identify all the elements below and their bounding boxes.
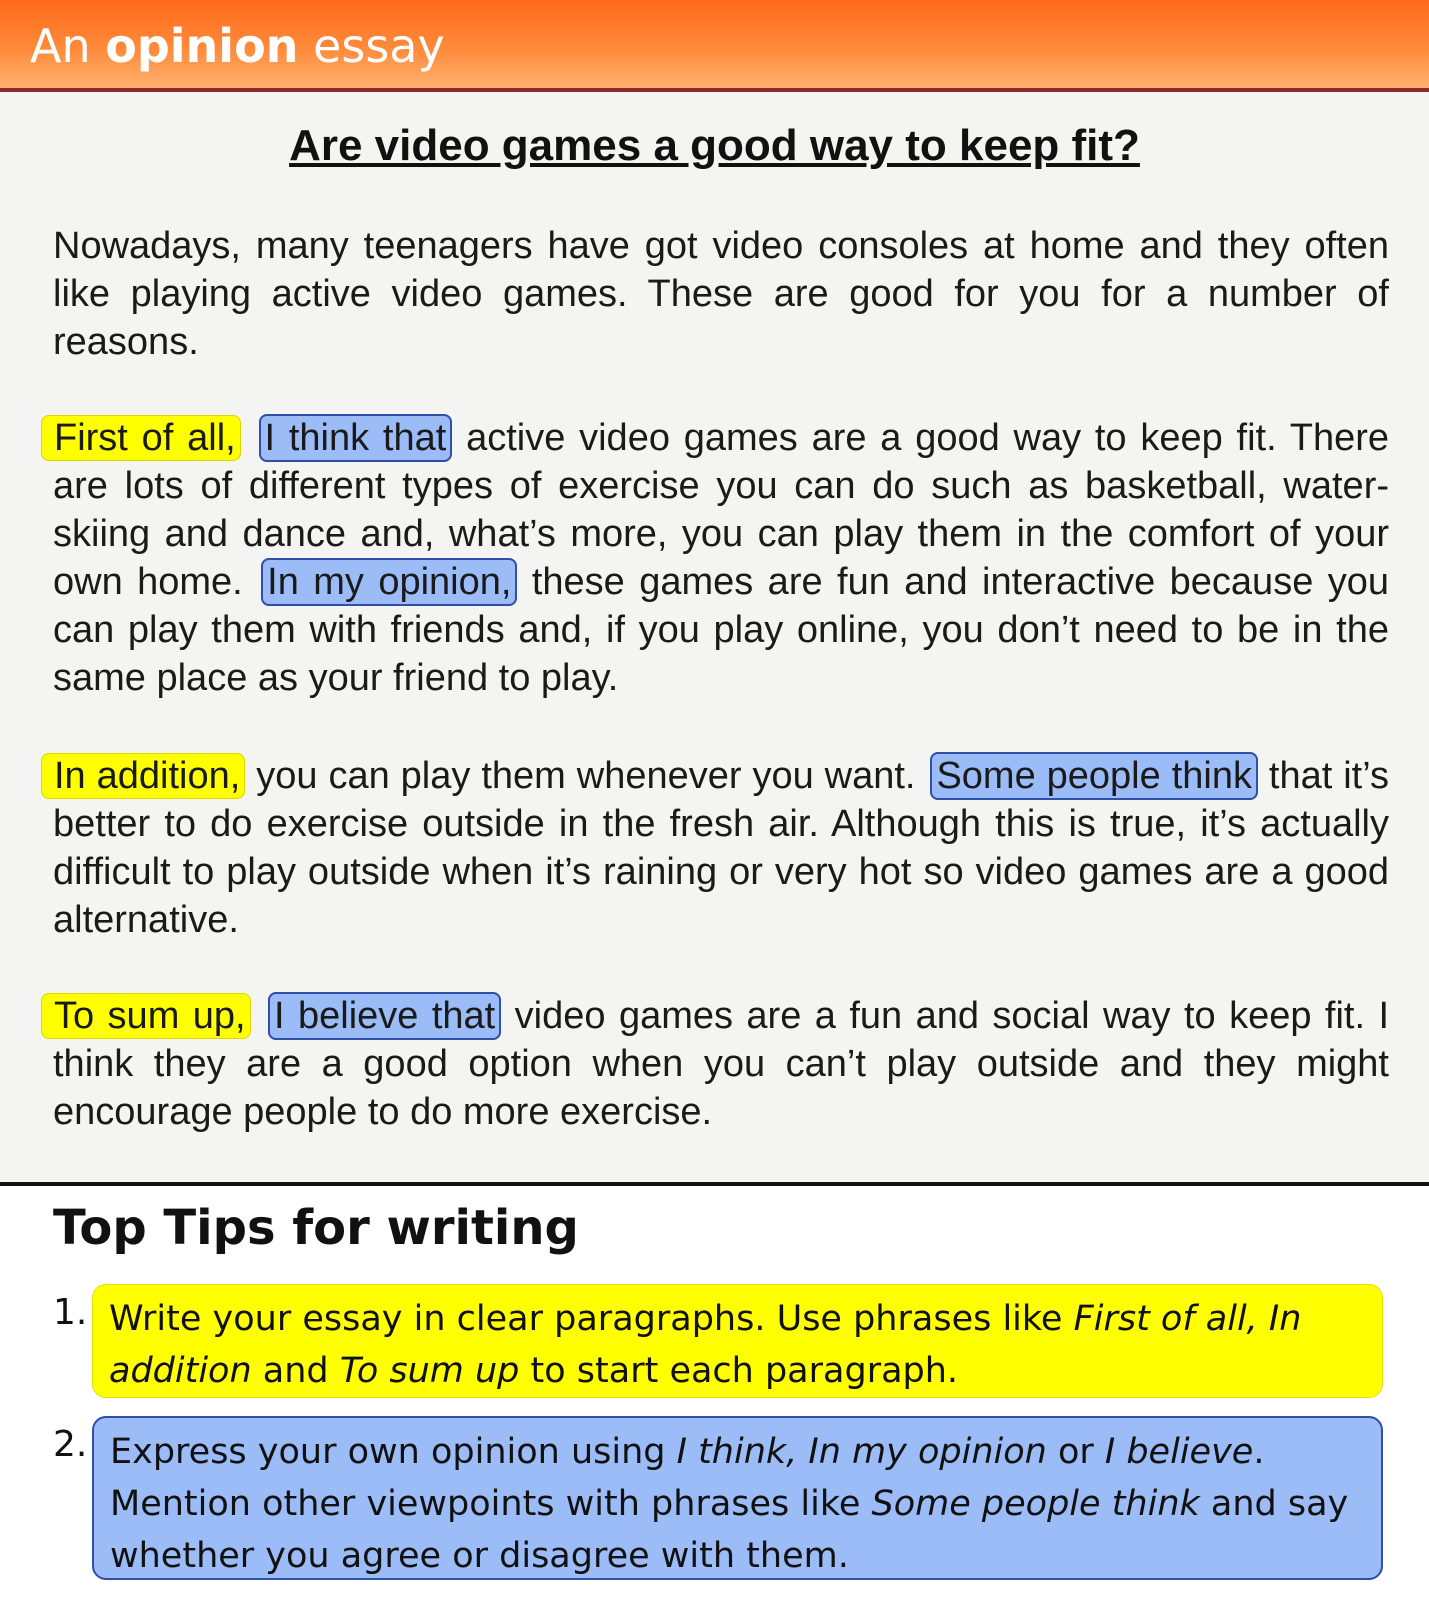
tip-text: Express your own opinion using <box>110 1432 677 1472</box>
paragraph-text: these games are fun and interactive because you can play them with friends and, if you play online, you don’t need to be in the same place as your friend to play. <box>53 561 1389 699</box>
linker-highlight: To sum up, <box>41 993 251 1039</box>
tip-italic: Some people think <box>871 1484 1200 1524</box>
tip-text: or <box>1046 1432 1105 1472</box>
opinion-highlight: I believe that <box>268 992 501 1040</box>
paragraph-text: that it’s better to do exercise outside in the fresh air. Although this is true, it’s actually difficult to play outside when it’s raining or very hot so video games are a good alternative. <box>53 755 1389 941</box>
paragraph-second <box>53 752 1389 944</box>
tip-text: to start each paragraph. <box>519 1351 959 1391</box>
title-suffix: essay <box>313 19 445 73</box>
tip-text: and say whether you agree or disagree with them. <box>110 1484 1349 1576</box>
title-prefix: An <box>30 19 91 73</box>
section-divider <box>0 1182 1429 1186</box>
paragraph-first <box>53 414 1389 702</box>
paragraph-text: active video games are a good way to keep fit. There are lots of different types of exercise you can do such as basketball, water-skiing and dance and, what’s more, you can play them in the comfort of your own home. <box>53 417 1390 603</box>
tips-title: Top Tips for writing <box>53 1200 579 1256</box>
opinion-highlight: I think that <box>259 414 453 462</box>
tip-box-opinion <box>92 1416 1383 1580</box>
paragraph-intro: Nowadays, many teenagers have got video consoles at home and they often like playing active video games. These are good for you for a number of reasons. <box>53 225 1389 363</box>
tip-number: 2. <box>53 1424 88 1465</box>
essay-title: Are video games a good way to keep fit? <box>289 121 1140 170</box>
opinion-highlight: In my opinion, <box>261 558 517 606</box>
page-title <box>30 18 445 74</box>
tip-italic: First of all, In addition <box>109 1299 1302 1391</box>
tip-box-paragraphs <box>92 1284 1383 1398</box>
paragraph-conclusion <box>53 992 1389 1136</box>
tip-text: . Mention other viewpoints with phrases like <box>110 1432 1265 1524</box>
paragraph-text: video games are a fun and social way to keep fit. I think they are a good option when you can’t play outside and they might encourage people to do more exercise. <box>53 995 1389 1133</box>
linker-highlight: In addition, <box>41 753 245 799</box>
tip-number: 1. <box>53 1292 88 1333</box>
tip-text: and <box>251 1351 340 1391</box>
title-bold-word: opinion <box>105 19 299 73</box>
tip-italic: I believe <box>1104 1432 1254 1472</box>
tip-italic: I think, In my opinion <box>676 1432 1047 1472</box>
tip-text: Write your essay in clear paragraphs. Use phrases like <box>109 1299 1074 1339</box>
linker-highlight: First of all, <box>41 415 241 461</box>
opinion-highlight: Some people think <box>930 752 1258 800</box>
tip-italic: To sum up <box>339 1351 520 1391</box>
paragraph-text: you can play them whenever you want. <box>245 755 927 797</box>
header-banner <box>0 0 1429 88</box>
